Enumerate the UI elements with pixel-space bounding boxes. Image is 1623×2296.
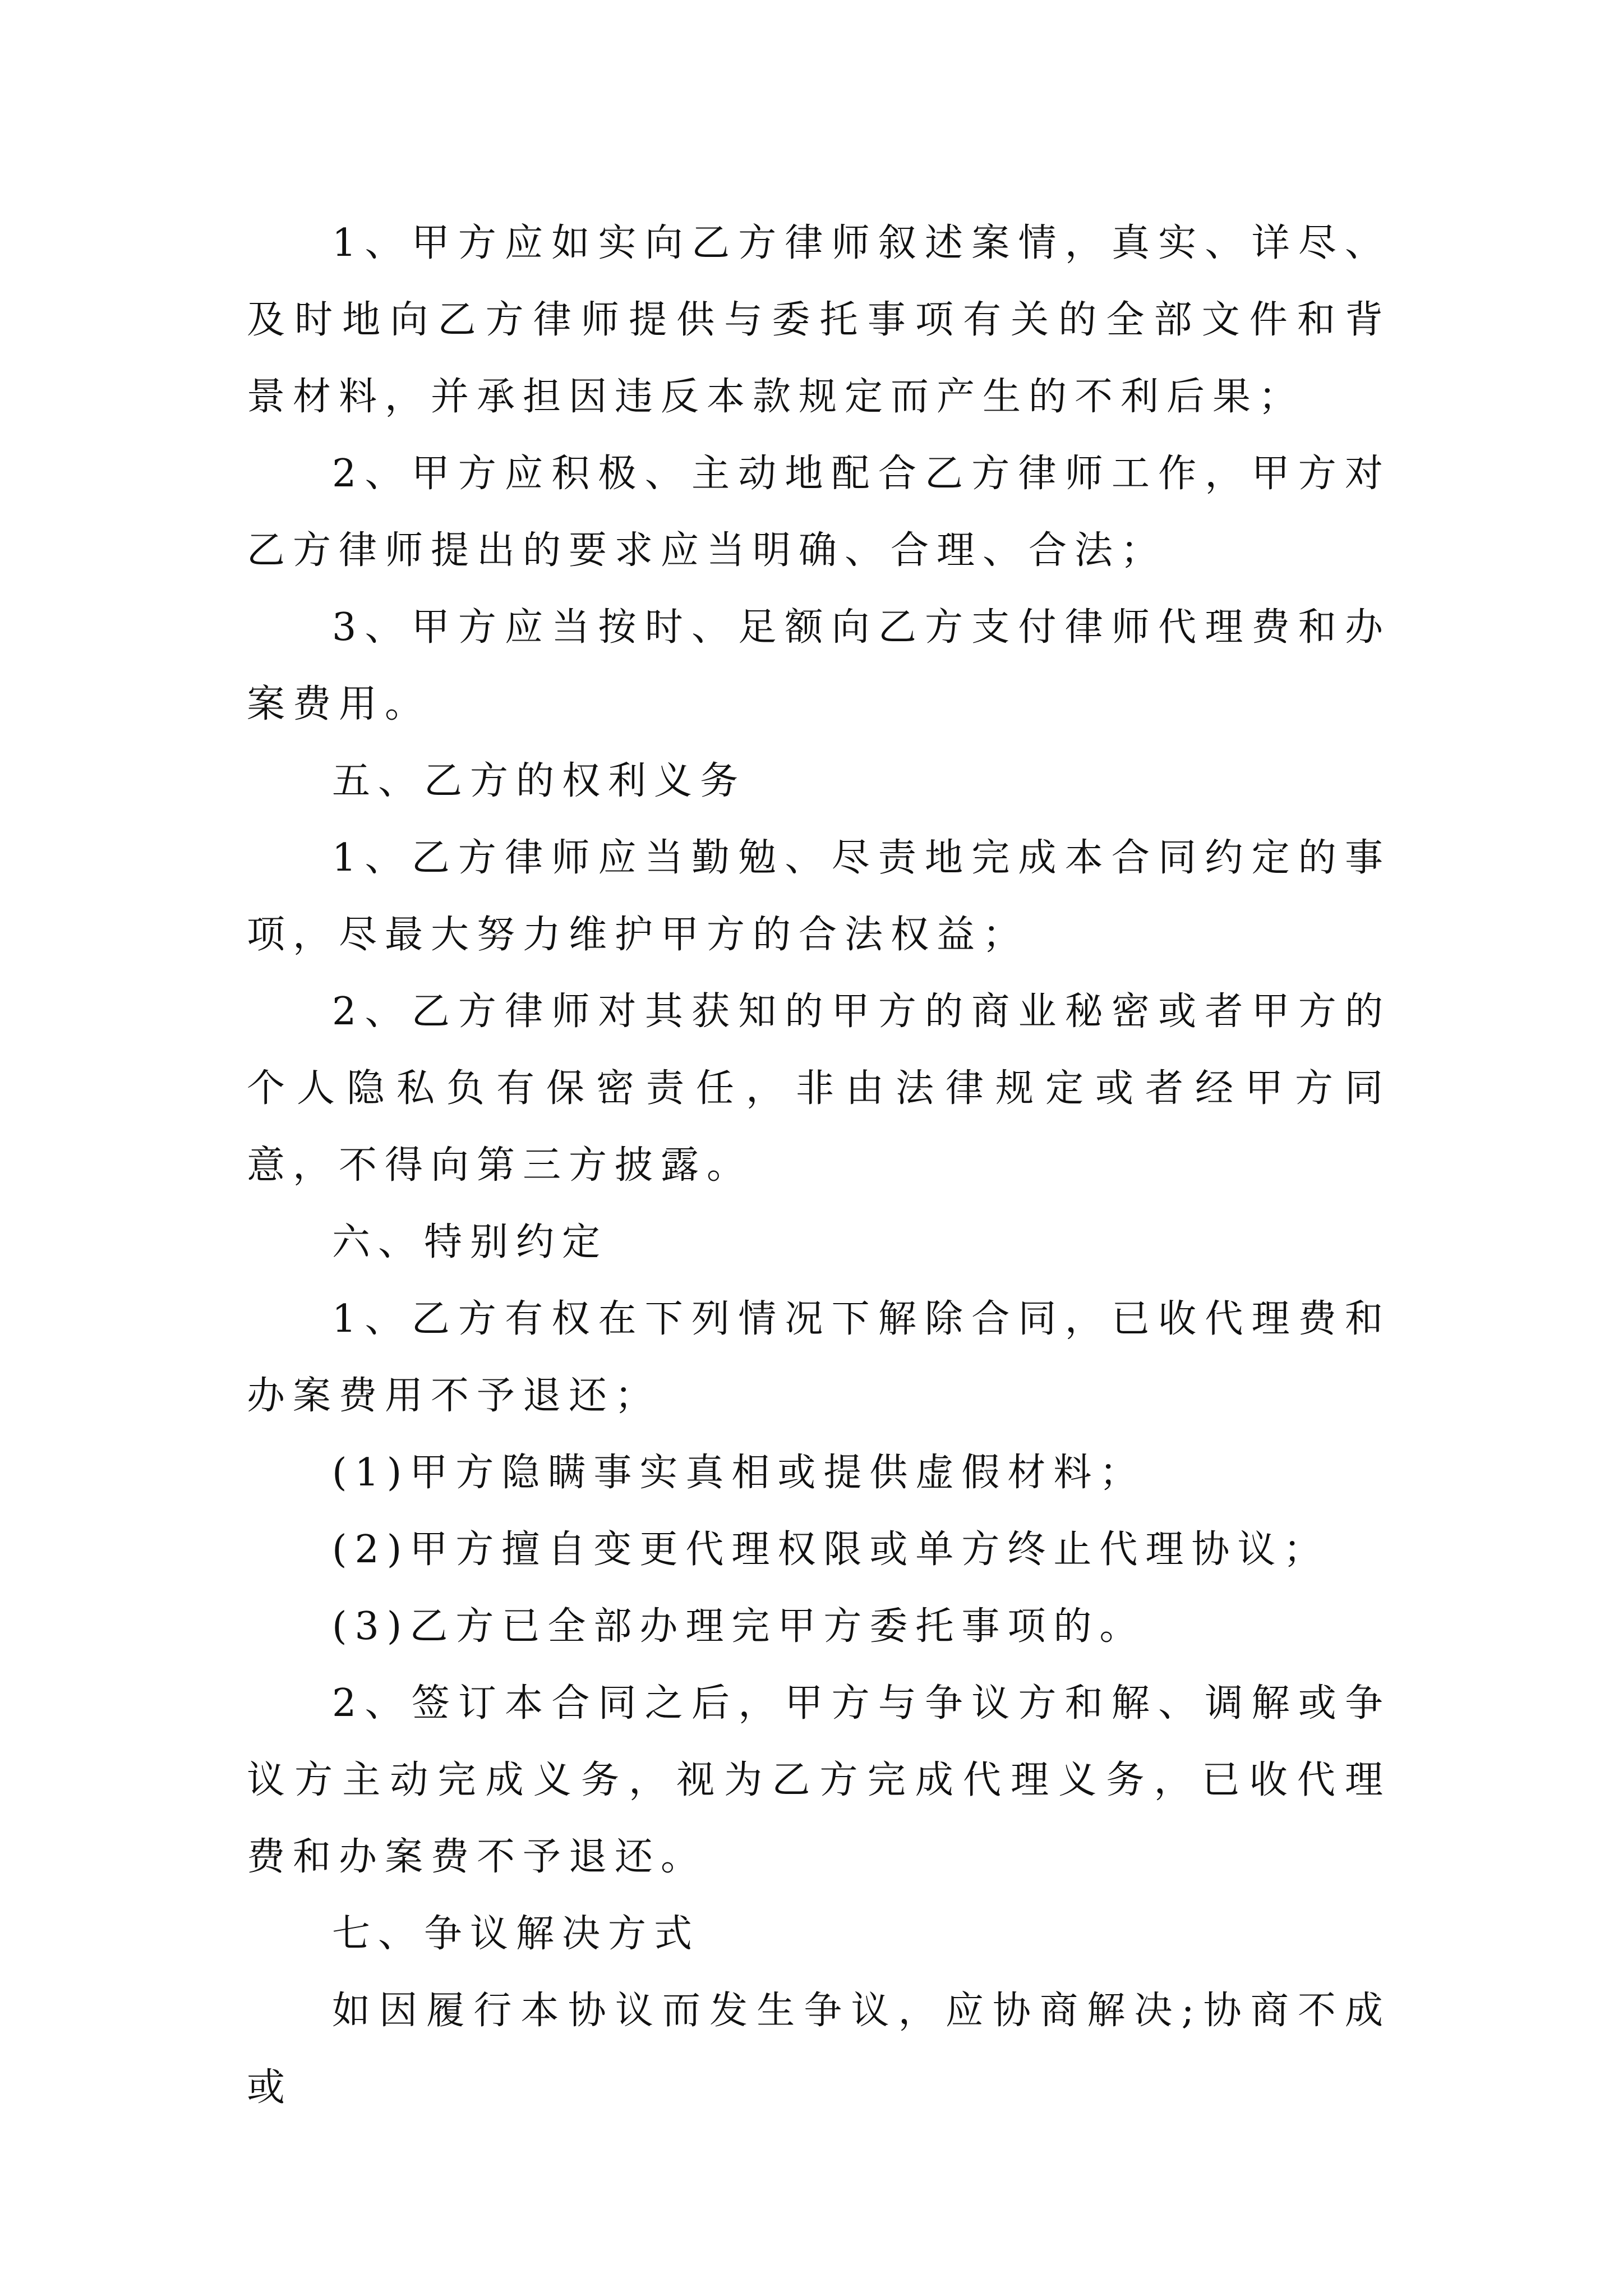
clause-2-settlement: 2、签订本合同之后，甲方与争议方和解、调解或争议方主动完成义务，视为乙方完成代理义务，已收代理费和办案费不予退还。 <box>247 1681 1391 1879</box>
sub-clause-3: (3)乙方已全部办理完甲方委托事项的。 <box>332 1604 1146 1649</box>
clause-1-client-disclosure: 1、甲方应如实向乙方律师叙述案情，真实、详尽、及时地向乙方律师提供与委托事项有关的全部文件和背景材料，并承担因违反本款规定而产生的不利后果； <box>247 221 1391 419</box>
sub-clause-1: (1)甲方隐瞒事实真相或提供虚假材料； <box>332 1451 1146 1495</box>
sub-clause-2: (2)甲方擅自变更代理权限或单方终止代理协议； <box>332 1527 1330 1572</box>
clause-2-lawyer-confidentiality: 2、乙方律师对其获知的甲方的商业秘密或者甲方的个人隐私负有保密责任，非由法律规定或者经甲方同意，不得向第三方披露。 <box>247 990 1391 1188</box>
dispute-resolution-text: 如因履行本协议而发生争议，应协商解决;协商不成或 <box>247 1989 1391 2110</box>
section-heading-7: 七、争议解决方式 <box>332 1912 700 1956</box>
section-heading-5: 五、乙方的权利义务 <box>332 759 746 803</box>
clause-3-client-payment: 3、甲方应当按时、足额向乙方支付律师代理费和办案费用。 <box>247 605 1391 726</box>
clause-2-client-cooperation: 2、甲方应积极、主动地配合乙方律师工作，甲方对乙方律师提出的要求应当明确、合理、合法； <box>247 452 1391 573</box>
clause-1-lawyer-diligence: 1、乙方律师应当勤勉、尽责地完成本合同约定的事项，尽最大努力维护甲方的合法权益； <box>247 836 1391 957</box>
section-heading-6: 六、特别约定 <box>332 1220 608 1264</box>
clause-1-termination-rights: 1、乙方有权在下列情况下解除合同，已收代理费和办案费用不予退还； <box>247 1297 1391 1418</box>
document-body <box>247 205 1391 2126</box>
